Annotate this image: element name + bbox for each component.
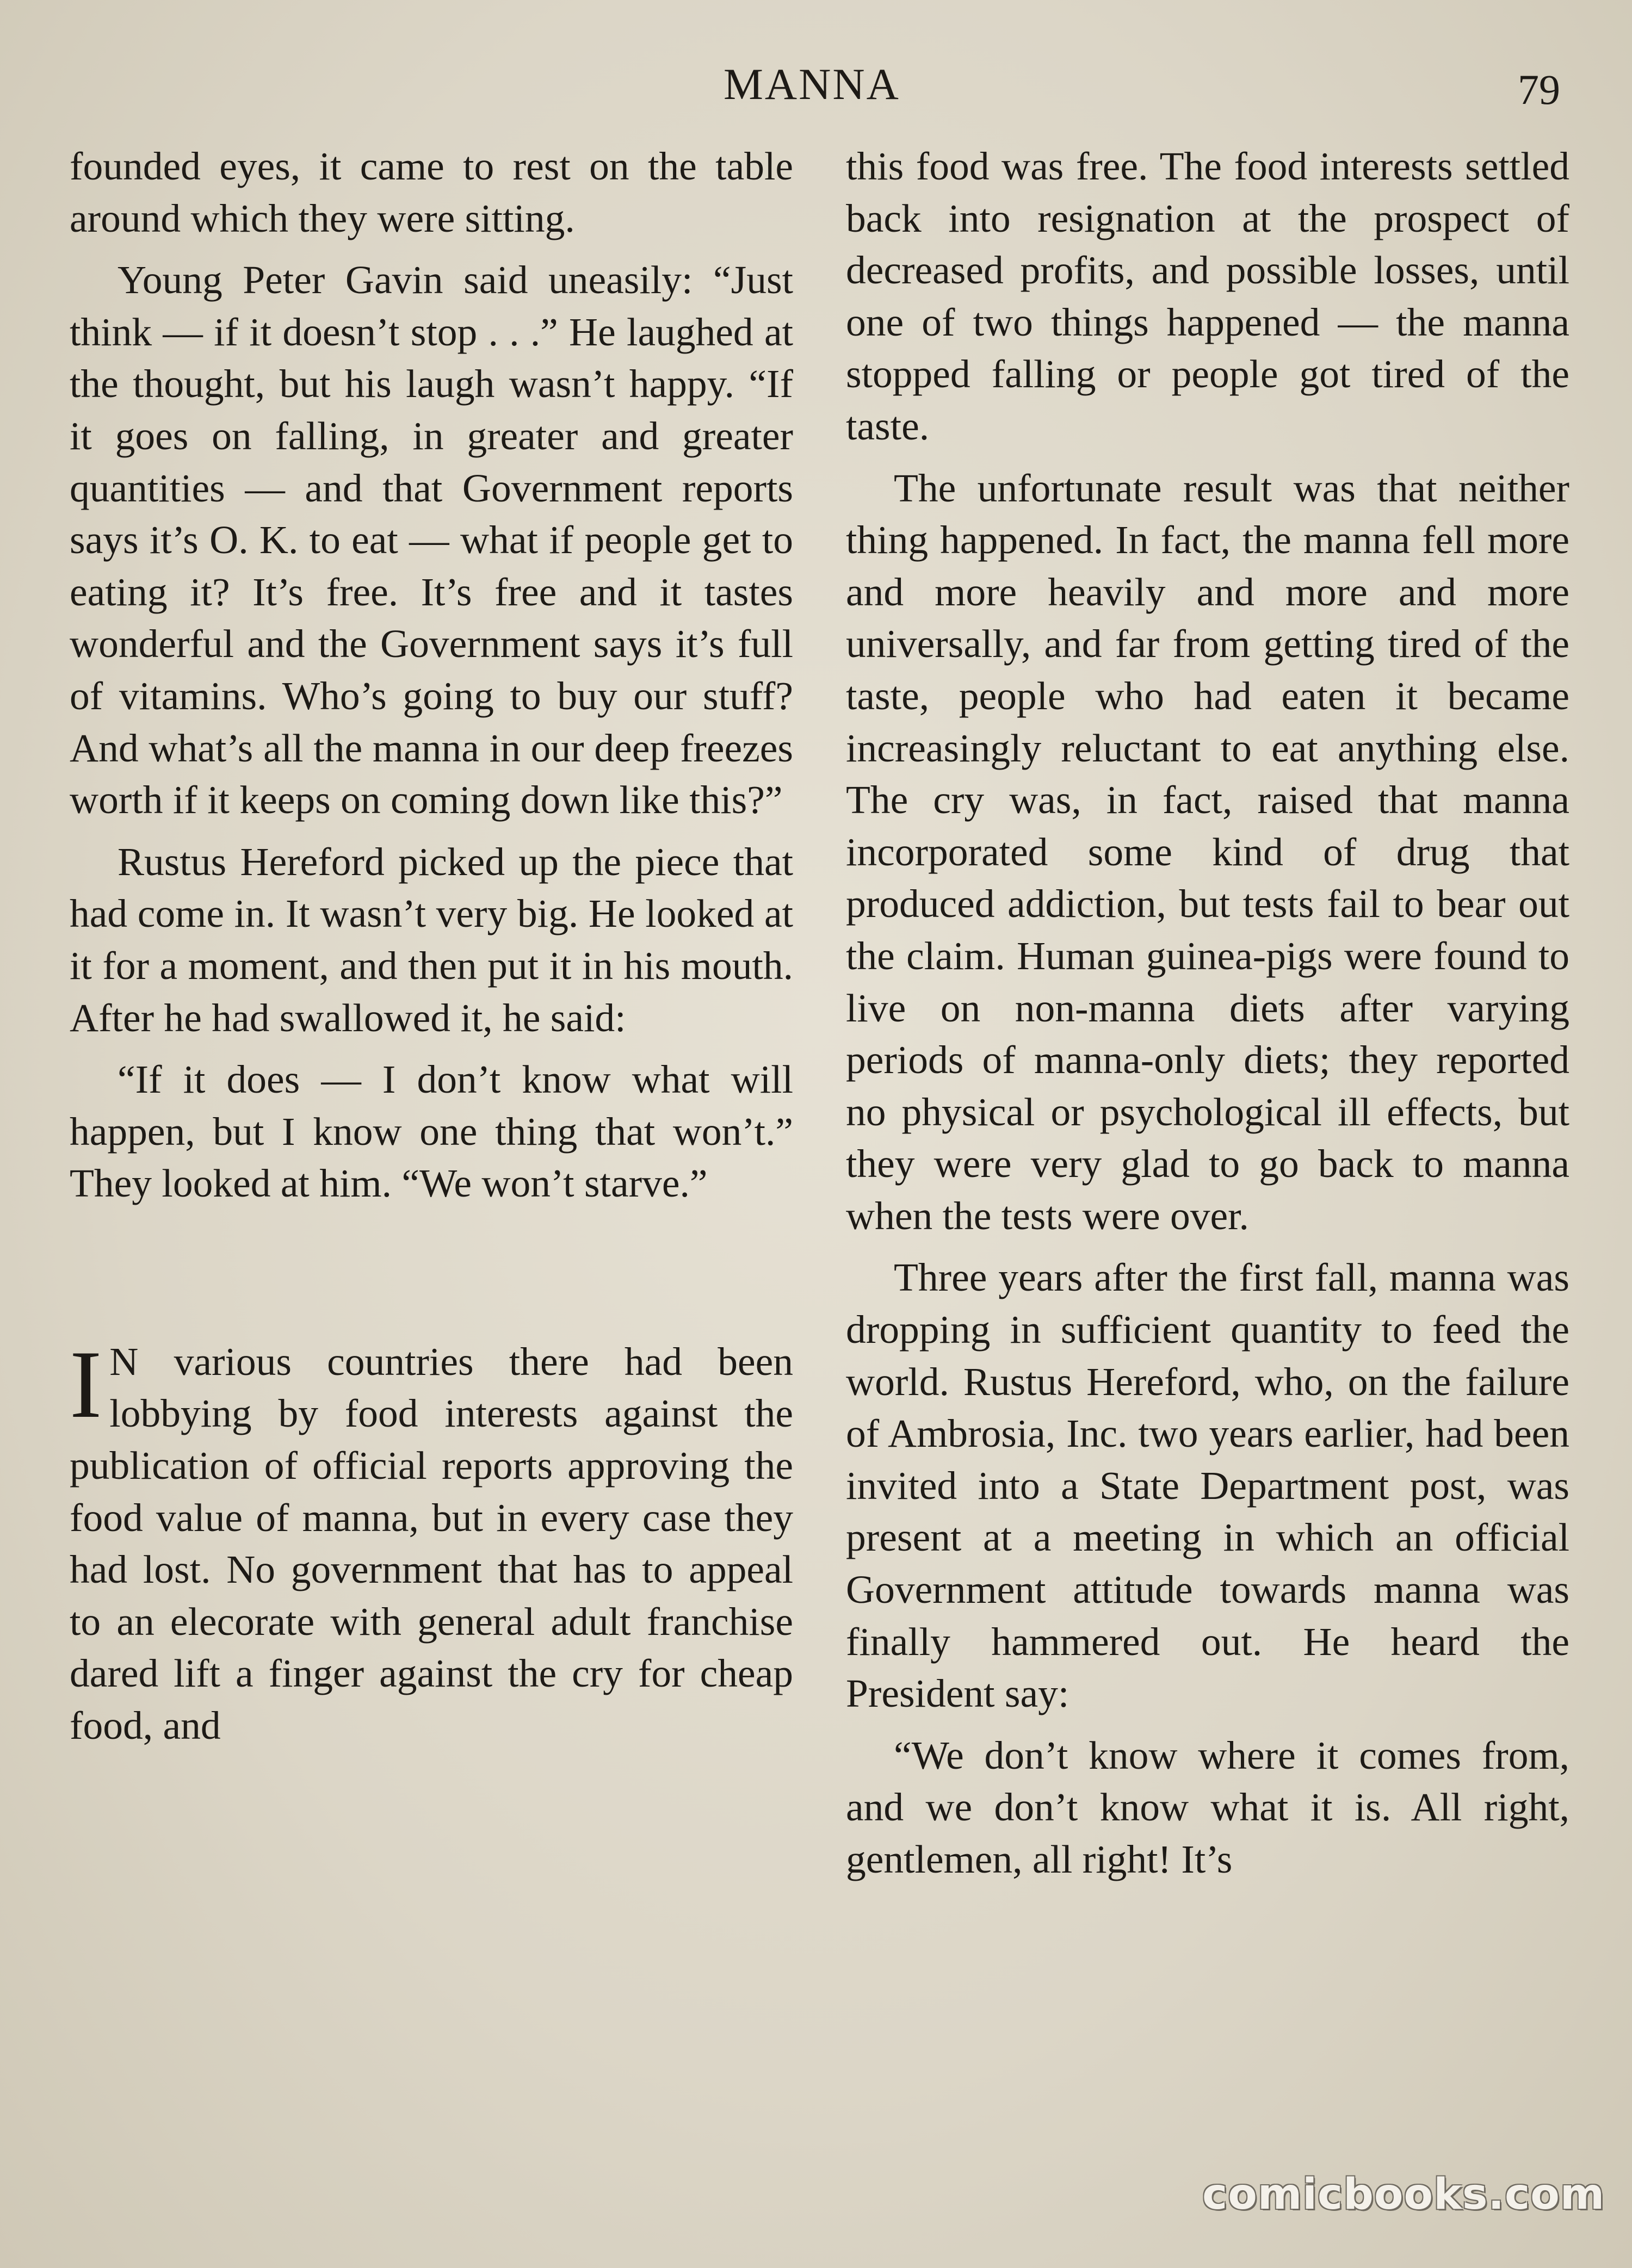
paragraph: this food was free. The food interests settled back into resignation at the prospect of decreased profits, and possible losses, until one of two things happened — the manna stopped falling or people got tired of the taste.: [846, 144, 1569, 448]
paragraph: Three years after the first fall, manna was dropping in sufficient quantity to feed the world. Rustus Hereford, who, on the failure of Ambrosia, Inc. two years earlier, had been invited into a State Department post, was present at a meeting in which an official Government attitude towards manna was finally hammered out. He heard the President say:: [846, 1255, 1569, 1716]
paragraph: “If it does — I don’t know what will happen, but I know one thing that won’t.” They looked at him. “We won’t starve.”: [70, 1057, 793, 1206]
paragraph: Rustus Hereford picked up the piece that had come in. It wasn’t very big. He looked at it for a moment, and then put it in his mouth. After he had swallowed it, he said:: [70, 839, 793, 1040]
paragraph-text: N various countries there had been lobbying by food interests against the publication of official reports approving the food value of manna, but in every case they had lost. No government that has to appeal to an elecorate with general adult franchise dared lift a finger against the cry for cheap food, and: [70, 1339, 793, 1748]
section-paragraph: [70, 1330, 793, 1752]
running-title: MANNA: [724, 59, 900, 109]
page-number: 79: [1518, 66, 1560, 113]
paragraph: “We don’t know where it comes from, and we don’t know what it is. All right, gentlemen, all right! It’s: [846, 1733, 1569, 1881]
paragraph: The unfortunate result was that neither thing happened. In fact, the manna fell more and more heavily and more and more universally, and far from getting tired of the taste, people who had eaten it became increasingly reluctant to eat anything else. The cry was, in fact, raised that manna incorporated some kind of drug that produced addiction, but tests fail to bear out the claim. Human guinea-pigs were found to live on non-manna diets after varying periods of manna-only diets; they reported no physical or psychological ill effects, but they were very glad to go back to manna when the tests were over.: [846, 466, 1569, 1238]
paragraph: founded eyes, it came to rest on the table around which they were sitting.: [70, 144, 793, 240]
watermark: comicbooks.com: [1202, 2170, 1605, 2219]
drop-cap: I: [70, 1330, 102, 1438]
left-column: [70, 140, 793, 1752]
right-column: [846, 140, 1569, 1886]
paragraph: Young Peter Gavin said uneasily: “Just think — if it doesn’t stop . . .” He laughed at the thought, but his laugh wasn’t happy. “If it goes on falling, in greater and greater quantities — and that Government reports says it’s O. K. to eat — what if people get to eating it? It’s free. It’s free and it tastes wonderful and the Government says it’s full of vitamins. Who’s going to buy our stuff? And what’s all the manna in our deep freezes worth if it keeps on coming down like this?”: [70, 258, 793, 822]
page-header: [0, 59, 1632, 113]
